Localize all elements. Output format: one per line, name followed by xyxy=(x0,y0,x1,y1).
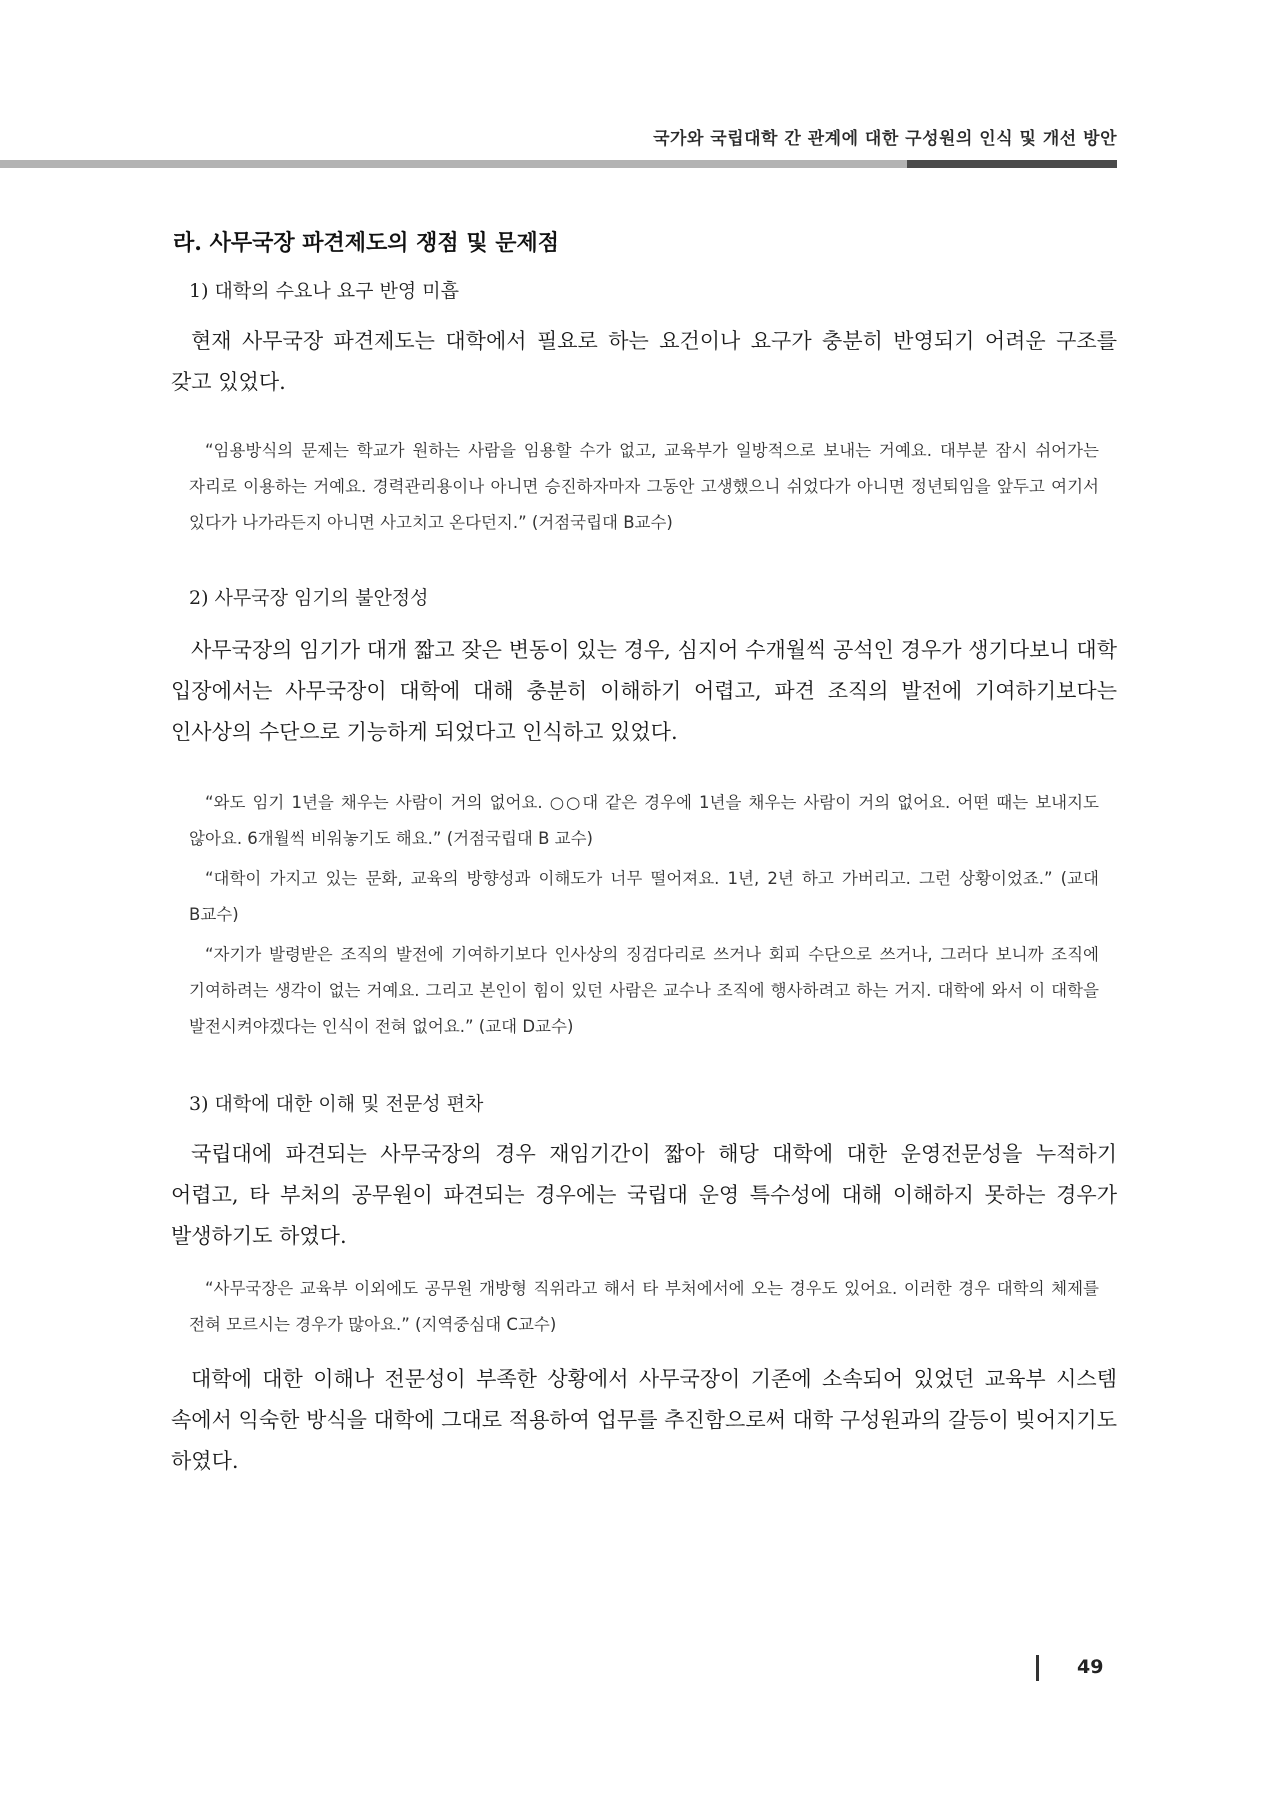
subsection-heading-3: 3) 대학에 대한 이해 및 전문성 편차 xyxy=(189,1093,484,1115)
interview-quote-1-1: “임용방식의 문제는 학교가 원하는 사람을 임용할 수가 없고, 교육부가 일방적으로 보내는 거예요. 대부분 잠시 쉬어가는 자리로 이용하는 거예요. 경력관리용이나 아니면 승진하자마자 그동안 고생했으니 쉬었다가 아니면 정년퇴임을 앞두고 여기서 있다가 나가라든지 아니면 사고치고 온다던지.” (거점국립대 B교수) xyxy=(189,441,1099,532)
running-header: 국가와 국립대학 간 관계에 대한 구성원의 인식 및 개선 방안 xyxy=(653,129,1117,149)
interview-quote-2-3: “자기가 발령받은 조직의 발전에 기여하기보다 인사상의 징검다리로 쓰거나 회피 수단으로 쓰거나, 그러다 보니까 조직에 기여하려는 생각이 없는 거예요. 그리고 본인이 힘이 있던 사람은 교수나 조직에 행사하려고 하는 거지. 대학에 와서 이 대학을 발전시켜야겠다는 인식이 전혀 없어요.” (교대 D교수) xyxy=(189,945,1099,1036)
section-title: 라. 사무국장 파견제도의 쟁점 및 문제점 xyxy=(173,230,559,256)
subsection-paragraph-2: 사무국장의 임기가 대개 짧고 잦은 변동이 있는 경우, 심지어 수개월씩 공석인 경우가 생기다보니 대학 입장에서는 사무국장이 대학에 대해 충분히 이해하기 어렵고, 파견 조직의 발전에 기여하기보다는 인사상의 수단으로 기능하게 되었다고 인식하고 있었다. xyxy=(171,638,1117,744)
page-number: 49 xyxy=(1077,1656,1104,1678)
page-content xyxy=(171,226,1117,1482)
header-rule-dark xyxy=(907,160,1117,168)
subsection-heading-2: 2) 사무국장 임기의 불안정성 xyxy=(189,587,429,609)
subsection-paragraph-3: 국립대에 파견되는 사무국장의 경우 재임기간이 짧아 해당 대학에 대한 운영전문성을 누적하기 어렵고, 타 부처의 공무원이 파견되는 경우에는 국립대 운영 특수성에 대해 이해하지 못하는 경우가 발생하기도 하였다. xyxy=(171,1142,1117,1248)
header-rule-light xyxy=(0,160,907,168)
interview-quote-2-2: “대학이 가지고 있는 문화, 교육의 방향성과 이해도가 너무 떨어져요. 1년, 2년 하고 가버리고. 그런 상황이었죠.” (교대 B교수) xyxy=(189,869,1099,924)
subsection-heading-1: 1) 대학의 수요나 요구 반영 미흡 xyxy=(189,280,459,302)
closing-paragraph: 대학에 대한 이해나 전문성이 부족한 상황에서 사무국장이 기존에 소속되어 있었던 교육부 시스템 속에서 익숙한 방식을 대학에 그대로 적용하여 업무를 추진함으로써 대학 구성원과의 갈등이 빚어지기도 하였다. xyxy=(171,1367,1117,1473)
subsection-paragraph-1: 현재 사무국장 파견제도는 대학에서 필요로 하는 요건이나 요구가 충분히 반영되기 어려운 구조를 갖고 있었다. xyxy=(171,329,1117,394)
interview-quote-2-1: “와도 임기 1년을 채우는 사람이 거의 없어요. ○○대 같은 경우에 1년을 채우는 사람이 거의 없어요. 어떤 때는 보내지도 않아요. 6개월씩 비워놓기도 해요.” (거점국립대 B 교수) xyxy=(189,793,1099,848)
page-number-bar xyxy=(1036,1655,1039,1681)
interview-quote-3-1: “사무국장은 교육부 이외에도 공무원 개방형 직위라고 해서 타 부처에서에 오는 경우도 있어요. 이러한 경우 대학의 체제를 전혀 모르시는 경우가 많아요.” (지역중심대 C교수) xyxy=(189,1279,1099,1334)
